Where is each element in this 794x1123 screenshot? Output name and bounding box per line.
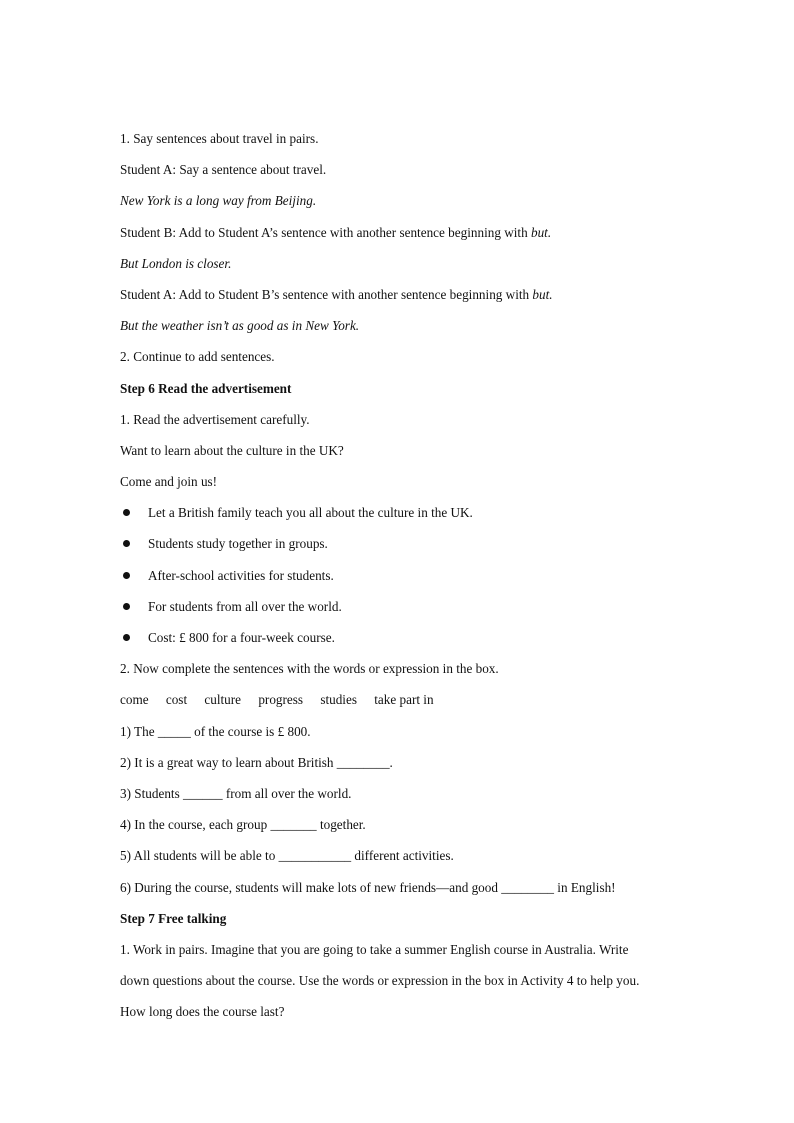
exercise-item: 3) Students ______ from all over the world. — [120, 785, 352, 801]
word-box — [120, 688, 690, 719]
instruction-text: Student A: Add to Student B’s sentence with another sentence beginning with — [120, 286, 533, 302]
exercise-item: 2) It is a great way to learn about British ________. — [120, 754, 393, 770]
instruction-text: Student B: Add to Student A’s sentence with another sentence beginning with — [120, 224, 531, 240]
instruction-line: 1. Read the advertisement carefully. — [120, 411, 310, 427]
emphasis-word: but. — [530, 224, 552, 240]
word-box-item: cost — [165, 692, 188, 708]
word-box-item: take part in — [374, 692, 434, 708]
section-heading: Step 7 Free talking — [120, 910, 227, 926]
word-box-item: progress — [258, 692, 304, 708]
word-box-item: culture — [204, 692, 242, 708]
ad-text: Come and join us! — [120, 474, 218, 490]
instruction-line: down questions about the course. Use the words or expression in the box in Activity 4 to help you. — [120, 973, 640, 989]
instruction-line: 1. Work in pairs. Imagine that you are going to take a summer English course in Australia. Write — [120, 941, 629, 957]
exercise-item: 4) In the course, each group _______ together. — [120, 817, 366, 833]
bullet-text: For students from all over the world. — [148, 598, 342, 614]
section-heading: Step 6 Read the advertisement — [120, 380, 292, 396]
ad-bullet-item — [120, 532, 690, 563]
example-sentence: New York is a long way from Beijing. — [120, 193, 317, 209]
emphasis-word: but. — [532, 286, 553, 302]
example-sentence: But London is closer. — [120, 255, 232, 271]
bullet-text: Students study together in groups. — [148, 536, 328, 552]
bullet-text: Let a British family teach you all about the culture in the UK. — [148, 505, 473, 521]
ad-bullet-item — [120, 564, 690, 595]
word-box-item: studies — [320, 692, 357, 708]
word-box-item: come — [120, 692, 149, 708]
bullet-text: After-school activities for students. — [148, 567, 334, 583]
ad-bullet-item — [120, 501, 690, 532]
document-body — [120, 127, 690, 1031]
example-sentence: But the weather isn’t as good as in New York. — [120, 318, 360, 334]
exercise-item: 5) All students will be able to ___________ different activities. — [120, 848, 454, 864]
exercise-item: 6) During the course, students will make lots of new friends—and good ________ in English! — [120, 879, 616, 895]
instruction-line: 2. Now complete the sentences with the words or expression in the box. — [120, 661, 499, 677]
ad-text: Want to learn about the culture in the UK? — [120, 442, 344, 458]
instruction-line — [120, 283, 690, 314]
instruction-line: 2. Continue to add sentences. — [120, 349, 275, 365]
instruction-line: 1. Say sentences about travel in pairs. — [120, 131, 319, 146]
exercise-item: 1) The _____ of the course is £ 800. — [120, 723, 311, 739]
bullet-text: Cost: £ 800 for a four-week course. — [148, 630, 335, 645]
instruction-line — [120, 221, 690, 252]
ad-bullet-item — [120, 595, 690, 626]
example-question: How long does the course last? — [120, 1004, 285, 1020]
ad-bullet-item — [120, 626, 690, 657]
instruction-line: Student A: Say a sentence about travel. — [120, 162, 327, 178]
